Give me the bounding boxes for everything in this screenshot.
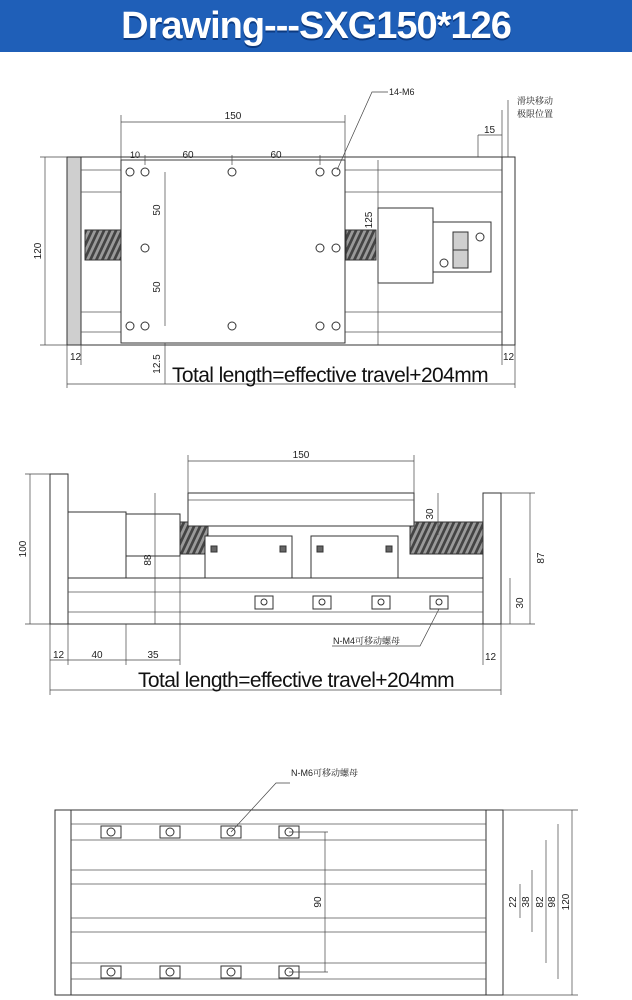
- top-end-plate-left: [67, 157, 81, 345]
- dim-50a: 50: [152, 204, 163, 216]
- dim-60a: 60: [182, 150, 194, 161]
- lead-screw-left: [85, 230, 121, 260]
- side-dim-35: 35: [147, 650, 159, 661]
- top-total-length: Total length=effective travel+204mm: [172, 364, 488, 387]
- side-dim-40: 40: [91, 650, 103, 661]
- bottom-end-right: [486, 810, 503, 995]
- side-motor: [68, 512, 126, 578]
- side-coupling: [126, 514, 180, 556]
- bottom-end-left: [55, 810, 71, 995]
- callout-limit-line2: 极限位置: [517, 109, 554, 119]
- side-carriage-left: [205, 536, 292, 578]
- callout-n-m6: N-M6可移动螺母: [291, 768, 358, 778]
- bottom-nut-holes: [101, 826, 299, 978]
- bottom-dim-82: 82: [535, 896, 546, 908]
- dim-12-right: 12: [503, 352, 515, 363]
- dim-120: 120: [33, 242, 44, 260]
- page-title: Drawing---SXG150*126: [121, 4, 511, 47]
- dim-60b: 60: [270, 150, 282, 161]
- top-view: [33, 87, 553, 388]
- callout-limit-line1: 滑块移动: [517, 96, 554, 106]
- dim-12-left: 12: [70, 352, 82, 363]
- side-end-plate-right: [483, 493, 501, 624]
- callout-n-m4: N-M4可移动螺母: [333, 636, 400, 646]
- dim-150: 150: [224, 111, 242, 122]
- bottom-dim-90: 90: [313, 896, 324, 908]
- side-base-rail: [68, 578, 483, 624]
- lead-screw-right: [346, 230, 376, 260]
- callout-14-m6: 14-M6: [389, 87, 415, 97]
- side-dim-100: 100: [18, 540, 29, 558]
- dim-15: 15: [484, 125, 496, 136]
- side-dim-12-right: 12: [485, 652, 497, 663]
- side-dim-87: 87: [536, 552, 547, 564]
- dim-50b: 50: [152, 281, 163, 293]
- dim-125: 125: [364, 211, 375, 229]
- top-end-plate-right: [502, 157, 515, 345]
- side-carriage-right: [311, 536, 398, 578]
- side-end-plate-left: [50, 474, 68, 624]
- top-slider-plate: [121, 160, 345, 343]
- bottom-dim-38: 38: [521, 896, 532, 908]
- side-dim-12-left: 12: [53, 650, 65, 661]
- side-dim-150: 150: [292, 450, 310, 461]
- bottom-dim-120: 120: [561, 893, 572, 911]
- coupling-block: [378, 208, 433, 283]
- side-dim-88: 88: [143, 554, 154, 566]
- side-dim-30: 30: [515, 597, 526, 609]
- side-dim-30-top: 30: [425, 508, 436, 520]
- bottom-dim-22: 22: [508, 896, 519, 908]
- side-slider-plate: [188, 493, 414, 526]
- dim-10: 10: [130, 150, 141, 160]
- side-total-length: Total length=effective travel+204mm: [138, 669, 454, 692]
- bottom-view: [55, 767, 578, 995]
- bottom-dim-98: 98: [547, 896, 558, 908]
- dim-12-5: 12.5: [152, 354, 163, 374]
- side-view: [18, 450, 547, 695]
